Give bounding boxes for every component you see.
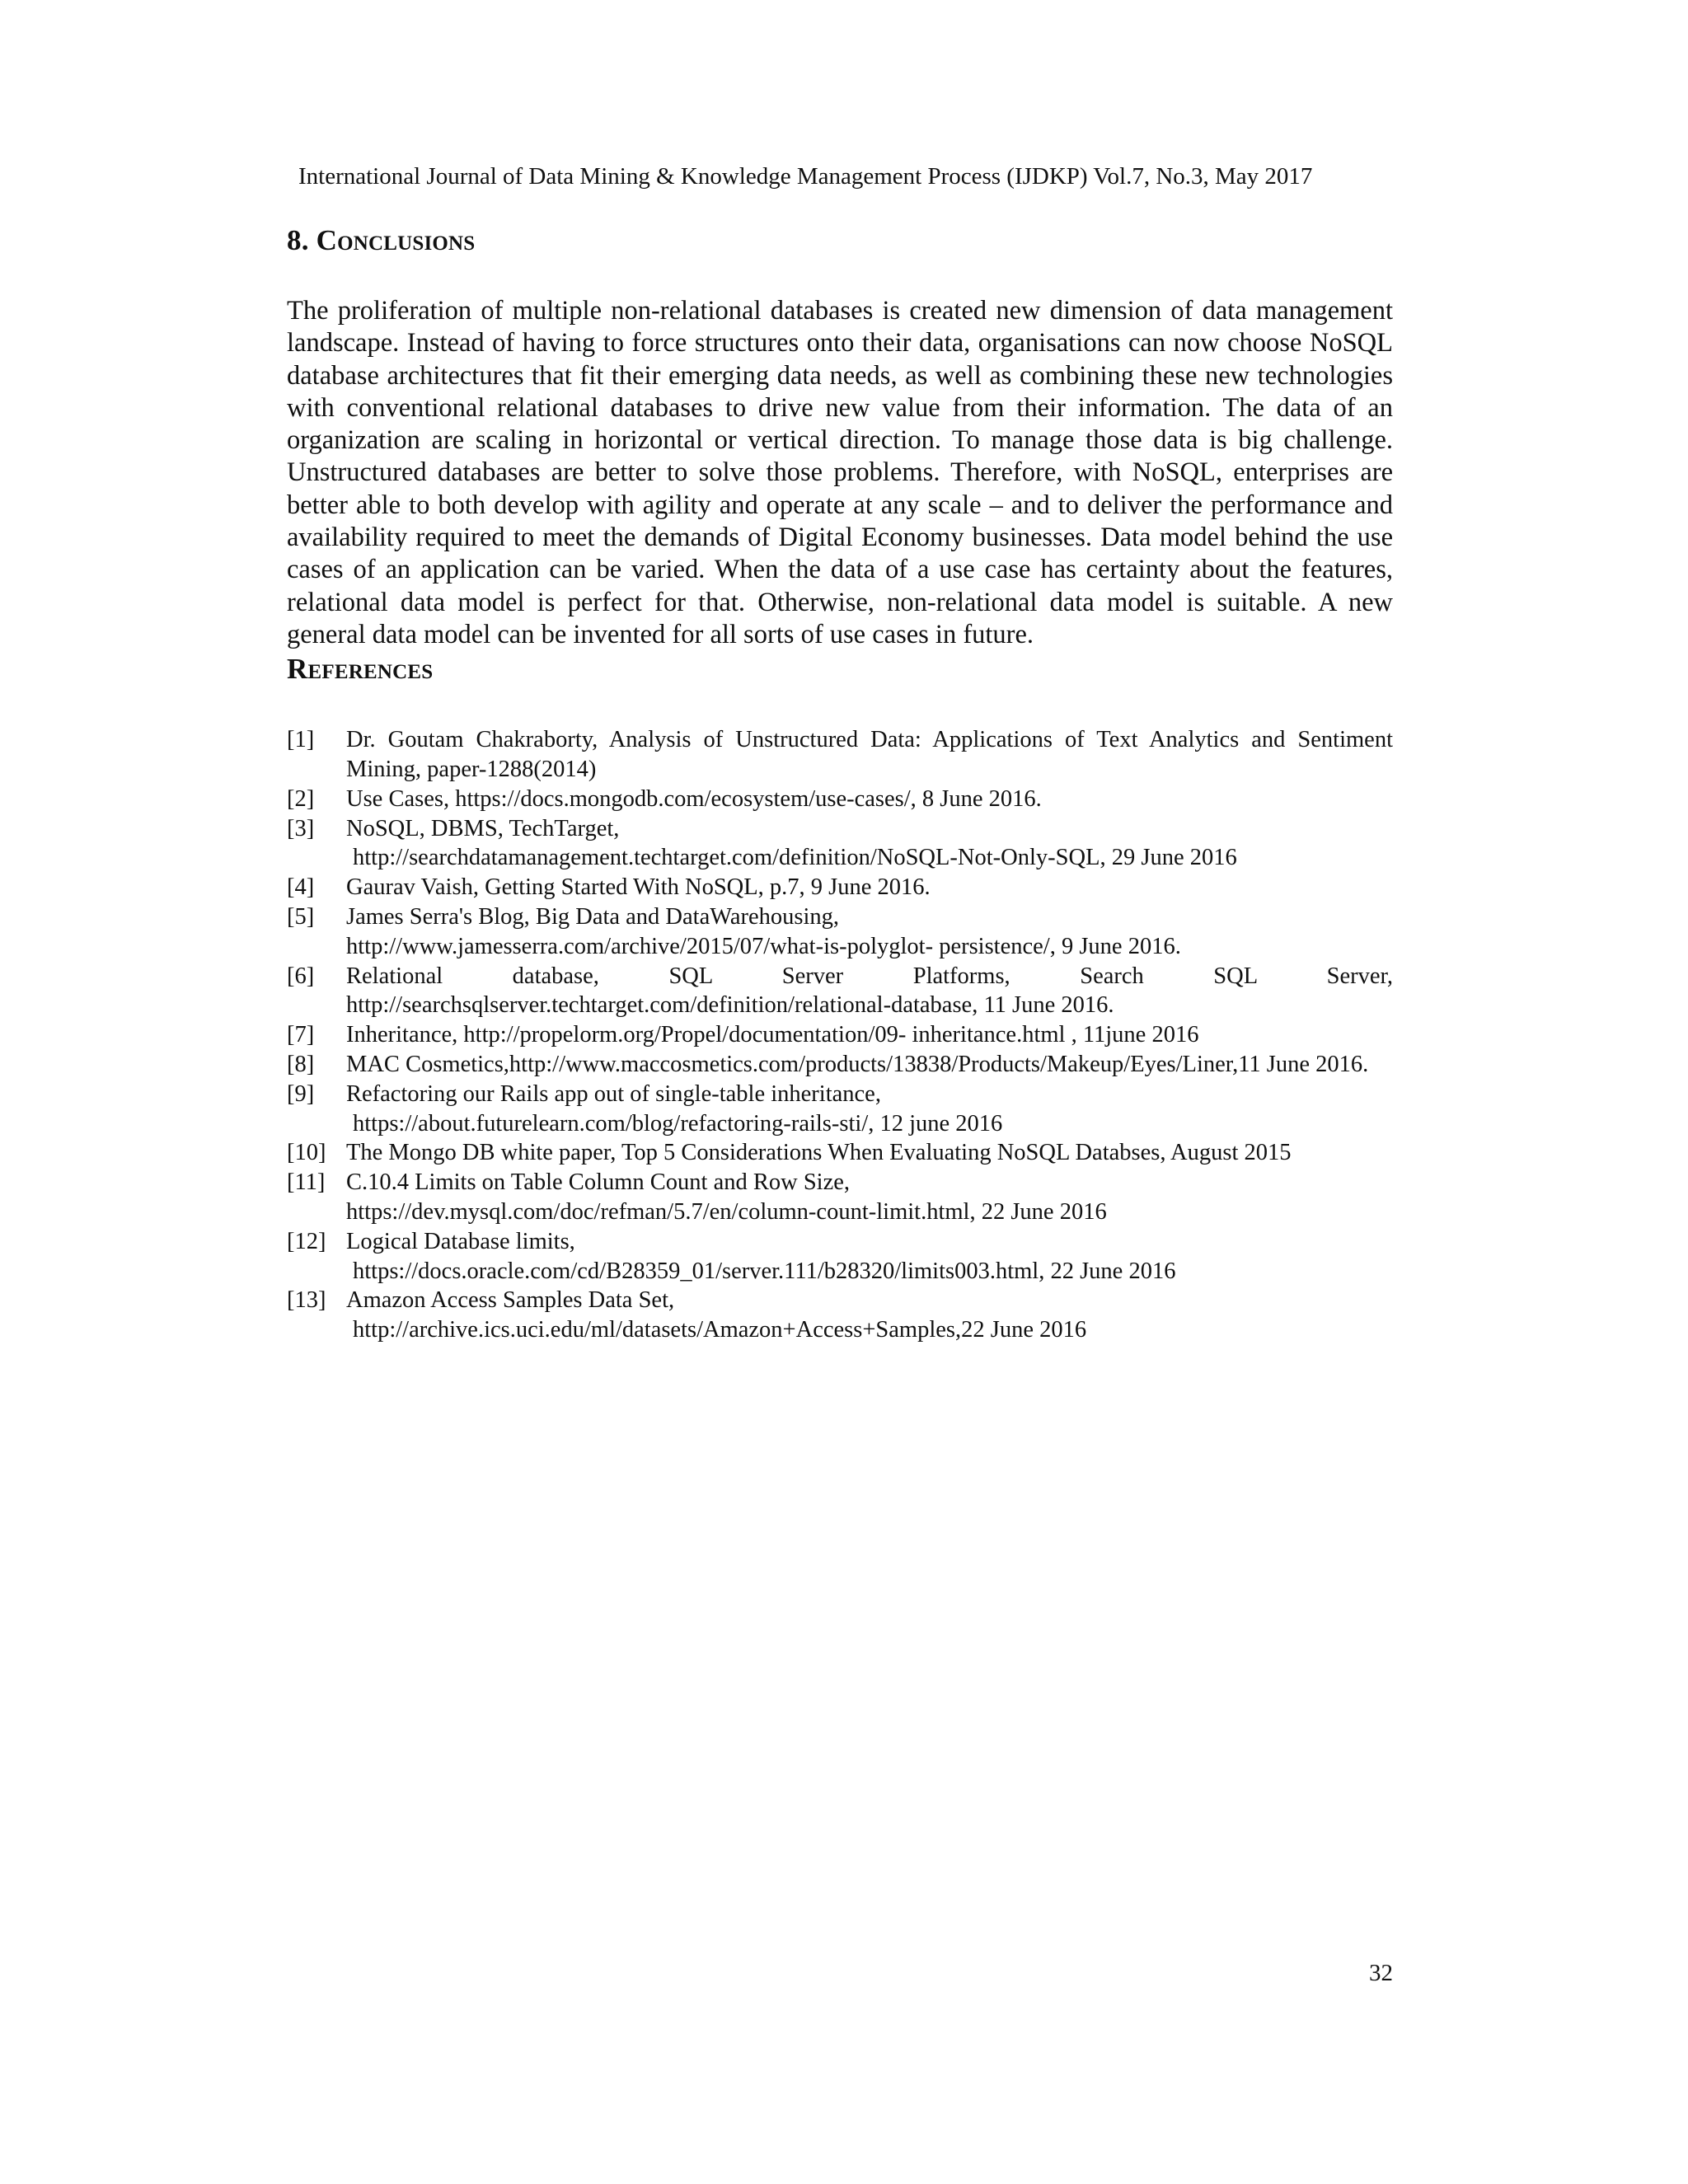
reference-text [346,785,1393,814]
reference-number: [12] [287,1228,326,1254]
reference-item-6 [287,962,1393,1021]
reference-item-13 [287,1286,1393,1345]
reference-number: [7] [287,1022,315,1048]
reference-line: Use Cases, https://docs.mongodb.com/ecosystem/use-cases/, 8 June 2016. [346,785,1042,812]
reference-number: [13] [287,1287,326,1314]
reference-number: [11] [287,1169,326,1196]
reference-text [346,1050,1393,1080]
reference-number: [6] [287,963,315,989]
running-header: International Journal of Data Mining & Knowledge Management Process (IJDKP) Vol.7, No.3, May 2017 [298,163,1313,190]
reference-line: Refactoring our Rails app out of single-table inheritance, [346,1080,881,1107]
reference-number: [5] [287,904,315,930]
reference-url-line: http://archive.ics.uci.edu/ml/datasets/Amazon+Access+Samples,22 June 2016 [353,1317,1087,1343]
reference-text [346,962,1393,1021]
page-content [287,223,1393,1345]
reference-line: C.10.4 Limits on Table Column Count and Row Size, [346,1169,851,1196]
reference-number: [3] [287,815,315,841]
reference-number: [8] [287,1052,315,1078]
reference-item-5 [287,902,1393,962]
reference-number: [9] [287,1080,315,1107]
conclusions-paragraph: The proliferation of multiple non-relational databases is created new dimension of data management landscape. Instead of having to force structures onto their data, organisations can now choose NoSQL database architectures that fit their emerging data needs, as well as combining these new technologies with conventional relational databases to drive new value from their information. The data of an organization are scaling in horizontal or vertical direction. To manage those data is big challenge. Unstructured databases are better to solve those problems. Therefore, with NoSQL, enterprises are better able to both develop with agility and operate at any scale – and to deliver the performance and availability required to meet the demands of Digital Economy businesses. Data model behind the use cases of an application can be varied. When the data of a use case has certainty about the features, relational data model is perfect for that. Otherwise, non-relational data model is suitable. A new general data model can be invented for all sorts of use cases in future. [287,296,1393,649]
reference-line: NoSQL, DBMS, TechTarget, [346,815,620,841]
reference-url-line: http://searchdatamanagement.techtarget.com/definition/NoSQL-Not-Only-SQL, 29 June 2016 [353,845,1237,871]
reference-url-line: https://dev.mysql.com/doc/refman/5.7/en/column-count-limit.html, 22 June 2016 [346,1199,1107,1226]
reference-line: Gaurav Vaish, Getting Started With NoSQL, p.7, 9 June 2016. [346,874,931,901]
reference-item-4 [287,873,1393,902]
reference-line: MAC Cosmetics,http://www.maccosmetics.com/products/13838/Products/Makeup/Eyes/Liner,11 June 2016. [346,1052,1369,1078]
reference-line: James Serra's Blog, Big Data and DataWarehousing, [346,904,840,930]
reference-item-8 [287,1050,1393,1080]
reference-url-line: https://docs.oracle.com/cd/B28359_01/server.111/b28320/limits003.html, 22 June 2016 [353,1258,1176,1284]
reference-text [346,1020,1393,1050]
reference-item-9 [287,1080,1393,1139]
references-heading: References [287,653,434,686]
reference-number: [4] [287,874,315,901]
reference-item-11 [287,1168,1393,1227]
reference-number: [10] [287,1140,326,1166]
reference-number: [1] [287,727,315,753]
reference-line: Dr. Goutam Chakraborty, Analysis of Unstructured Data: Applications of Text Analytics and Sentiment Mining, paper-1288(2014) [346,727,1393,783]
references-list [287,725,1393,1345]
reference-item-3 [287,814,1393,874]
reference-line: Logical Database limits, [346,1228,575,1254]
reference-text [346,1227,1393,1286]
reference-url-line: https://about.futurelearn.com/blog/refactoring-rails-sti/, 12 june 2016 [353,1110,1003,1137]
reference-text [346,814,1393,874]
reference-line: The Mongo DB white paper, Top 5 Considerations When Evaluating NoSQL Databses, August 2015 [346,1140,1292,1166]
reference-text [346,1286,1393,1345]
reference-number: [2] [287,785,315,812]
reference-text [346,1168,1393,1227]
reference-item-12 [287,1227,1393,1286]
conclusions-heading: 8. Conclusions [287,224,476,256]
reference-line: Relational database, SQL Server Platforms, Search SQL Server, http://searchsqlserver.techtarget.com/definition/relational-database, 11 June 2016. [346,963,1393,1019]
page-number: 32 [1369,1960,1393,1986]
reference-item-2 [287,785,1393,814]
reference-text [346,902,1393,962]
reference-line: Inheritance, http://propelorm.org/Propel/documentation/09- inheritance.html , 11june 2016 [346,1022,1199,1048]
reference-url-line: http://www.jamesserra.com/archive/2015/07/what-is-polyglot- persistence/, 9 June 2016. [346,933,1181,959]
reference-item-7 [287,1020,1393,1050]
reference-item-10 [287,1138,1393,1168]
reference-line: Amazon Access Samples Data Set, [346,1287,675,1314]
reference-text [346,873,1393,902]
reference-text [346,1080,1393,1139]
reference-text [346,1138,1393,1168]
reference-text [346,725,1393,785]
reference-item-1 [287,725,1393,785]
